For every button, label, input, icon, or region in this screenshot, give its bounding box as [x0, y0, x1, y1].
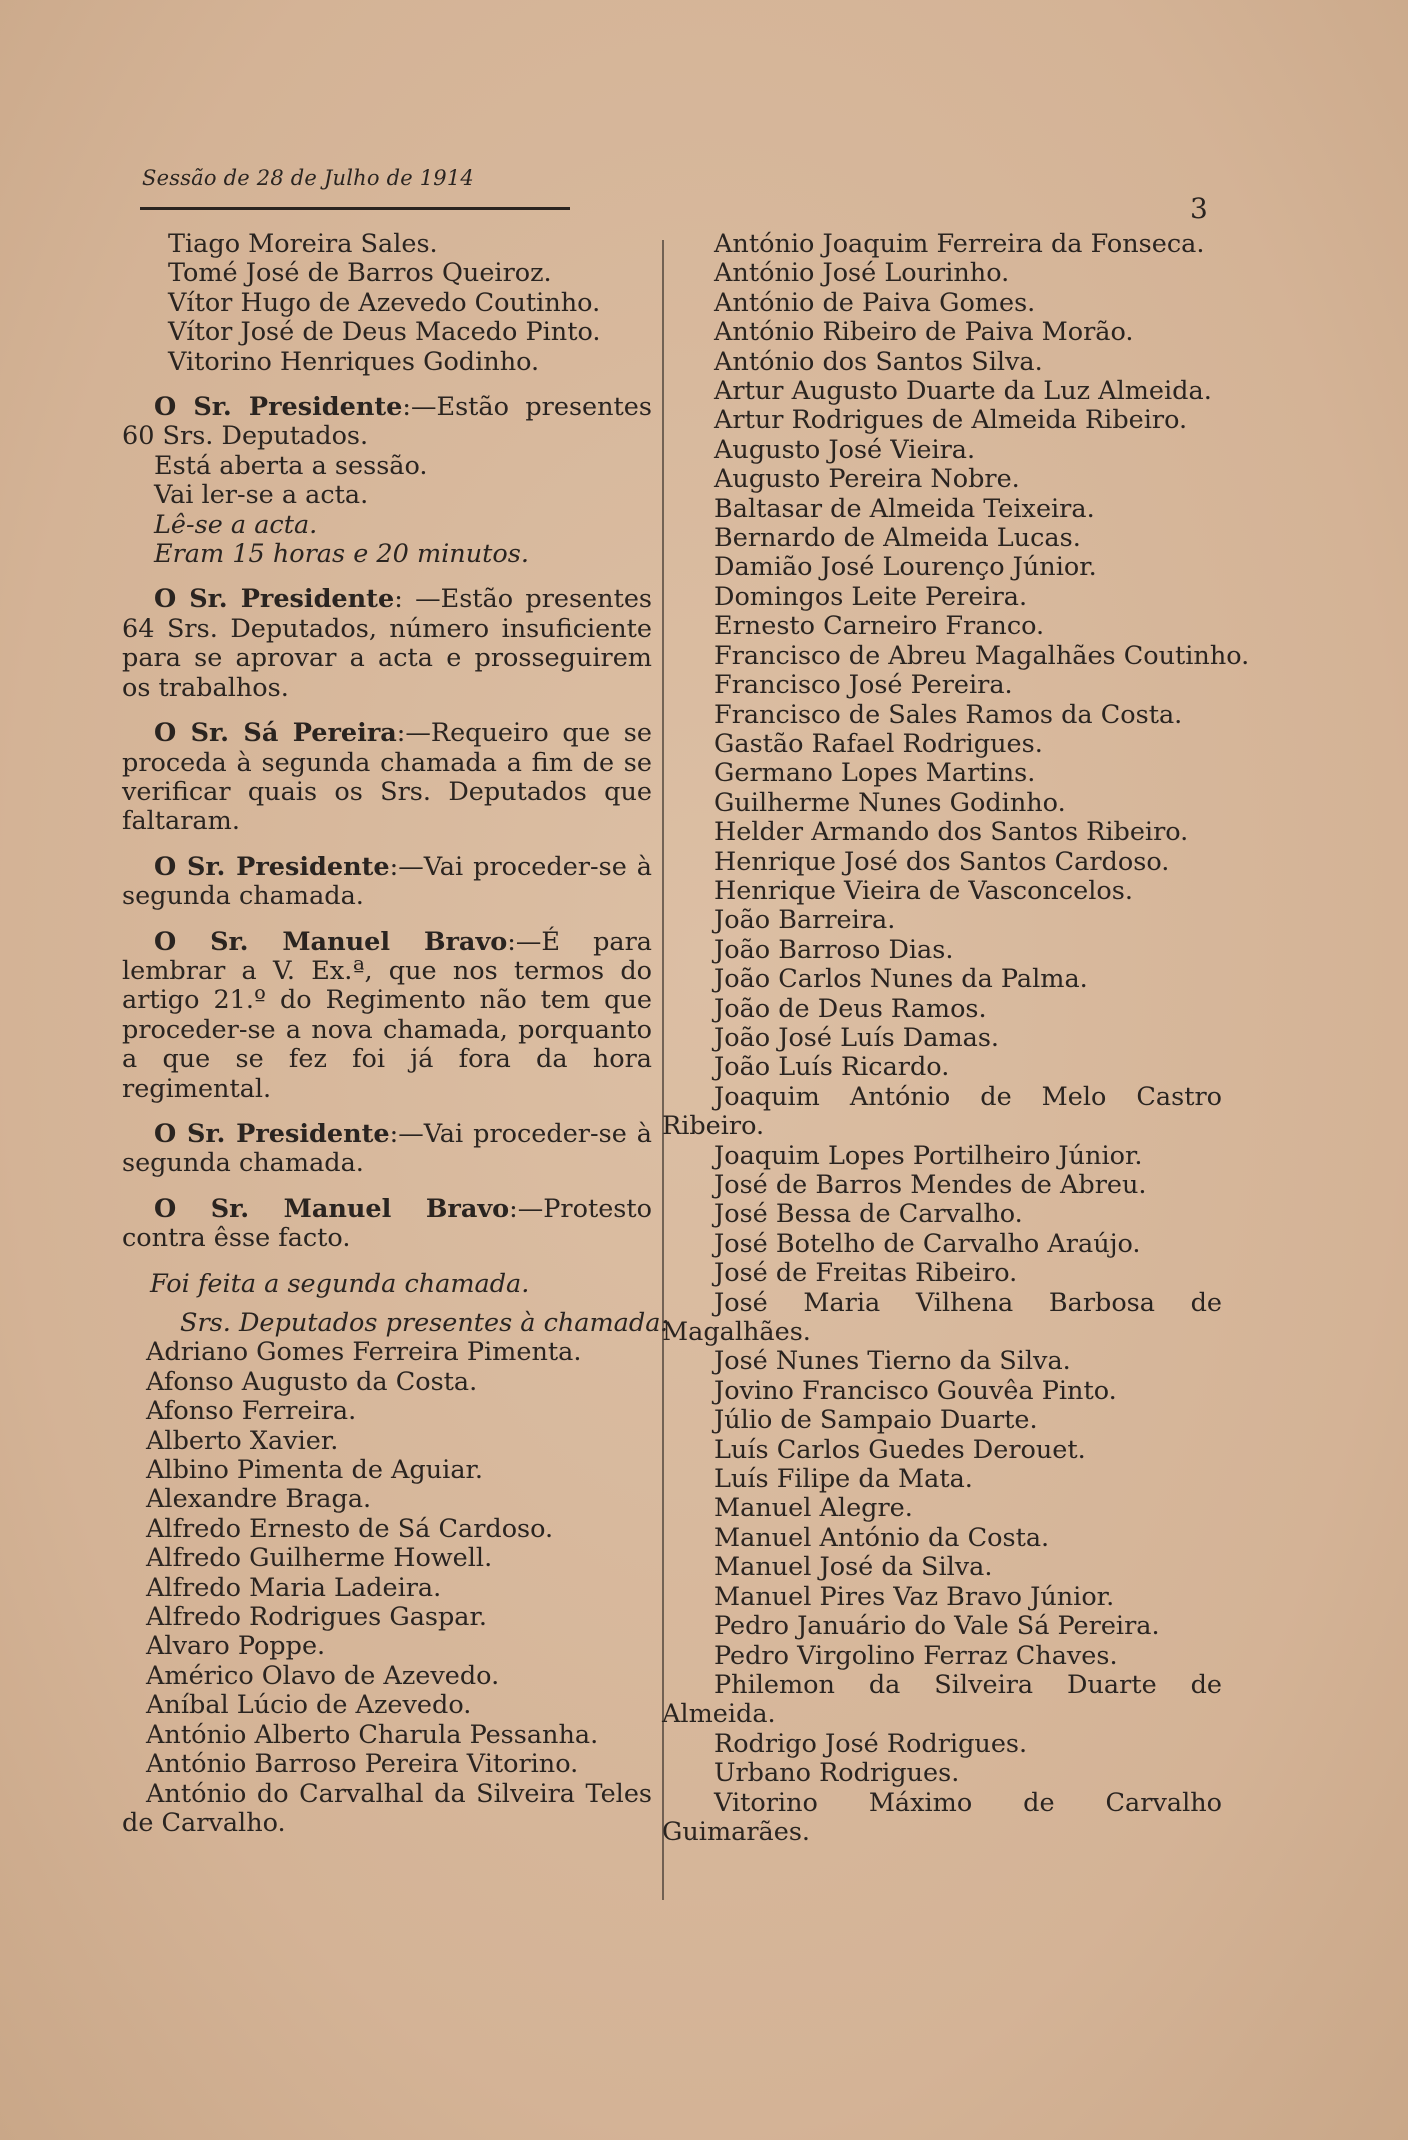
speaker-name: O Sr. Presidente: [154, 392, 403, 423]
list-item: Francisco de Sales Ramos da Costa.: [714, 699, 1183, 730]
left-column: [122, 229, 670, 1838]
list-item: Manuel Alegre.: [714, 1493, 913, 1524]
list-item: Pedro Virgolino Ferraz Chaves.: [714, 1640, 1118, 1671]
list-item: Alfredo Maria Ladeira.: [146, 1572, 442, 1603]
list-item-wrapped: António do Carvalhal da Silveira Teles de Carvalho.: [122, 1778, 652, 1838]
list-item: Francisco de Abreu Magalhães Coutinho.: [714, 640, 1250, 671]
paragraph-presidente-2: [122, 585, 652, 703]
paragraph-sa-pereira: [122, 719, 652, 837]
speech-text: :—Vai proceder-se à segunda chamada.: [122, 851, 652, 912]
speech-text: : —Estão presentes 64 Srs. Deputados, número insuficiente para se aprovar a acta e prosseguirem os trabalhos.: [122, 584, 652, 703]
list-item: João José Luís Damas.: [714, 1022, 1000, 1053]
list-item-wrapped: Artur Augusto Duarte da Luz Almeida.: [714, 376, 1212, 407]
list-item: Manuel António da Costa.: [714, 1522, 1050, 1553]
paragraph-manuel-bravo-2: [122, 1195, 652, 1254]
attendee-line: Vitorino Henriques Godinho.: [168, 346, 540, 377]
list-item: Augusto Pereira Nobre.: [714, 464, 1020, 495]
session-header: Sessão de 28 de Julho de 1914: [142, 166, 474, 190]
list-item: Luís Carlos Guedes Derouet.: [714, 1434, 1086, 1465]
list-item-wrapped: Joaquim António de Melo Castro Ribeiro.: [662, 1081, 1222, 1142]
list-item: Alfredo Rodrigues Gaspar.: [146, 1602, 488, 1633]
list-item: Afonso Ferreira.: [146, 1396, 357, 1427]
list-item: Pedro Januário do Vale Sá Pereira.: [714, 1611, 1160, 1642]
speaker-name: O Sr. Presidente: [154, 584, 395, 615]
list-item: Guilherme Nunes Godinho.: [714, 787, 1066, 818]
speaker-name: O Sr. Sá Pereira: [154, 718, 397, 749]
second-call-note: Foi feita a segunda chamada.: [150, 1268, 530, 1299]
list-item: António de Paiva Gomes.: [714, 287, 1036, 318]
list-item: Gastão Rafael Rodrigues.: [714, 728, 1043, 759]
list-item: Damião José Lourenço Júnior.: [714, 552, 1097, 583]
list-item: João Barreira.: [714, 905, 896, 936]
list-item: Augusto José Vieira.: [714, 434, 976, 465]
list-item: Aníbal Lúcio de Azevedo.: [146, 1690, 472, 1721]
list-item: Germano Lopes Martins.: [714, 758, 1036, 789]
speaker-name: O Sr. Manuel Bravo: [154, 1193, 510, 1224]
speech-text: :—Protesto contra êsse facto.: [122, 1193, 652, 1254]
list-item: Joaquim Lopes Portilheiro Júnior.: [714, 1140, 1143, 1171]
italic-note: Eram 15 horas e 20 minutos.: [154, 539, 529, 570]
list-item: Jovino Francisco Gouvêa Pinto.: [714, 1375, 1117, 1406]
list-item: José Nunes Tierno da Silva.: [714, 1346, 1071, 1377]
list-item-wrapped: Vitorino Máximo de Carvalho Guimarães.: [662, 1787, 1222, 1847]
list-item: Américo Olavo de Azevedo.: [146, 1660, 500, 1691]
list-item: Alexandre Braga.: [146, 1484, 372, 1515]
list-item: António Ribeiro de Paiva Morão.: [714, 317, 1134, 348]
paragraph-manuel-bravo-1: [122, 928, 652, 1104]
list-item: Baltasar de Almeida Teixeira.: [714, 493, 1095, 524]
speech-text: :—Requeiro que se proceda à segunda chamada a fim de se verificar quais os Srs. Deputados que faltaram.: [122, 718, 652, 837]
list-item: Afonso Augusto da Costa.: [146, 1366, 478, 1397]
list-item: Ernesto Carneiro Franco.: [714, 611, 1045, 642]
list-item: Albino Pimenta de Aguiar.: [146, 1455, 484, 1486]
paragraph-presidente-4: [122, 1120, 652, 1179]
present-heading: Srs. Deputados presentes à chamada:: [180, 1308, 670, 1338]
list-item: Urbano Rodrigues.: [714, 1758, 960, 1789]
list-item: António Barroso Pereira Vitorino.: [146, 1749, 579, 1780]
right-column: [662, 229, 1250, 1847]
text-line: Está aberta a sessão.: [154, 450, 428, 481]
list-item: Helder Armando dos Santos Ribeiro.: [714, 817, 1189, 848]
list-item: Rodrigo José Rodrigues.: [714, 1728, 1028, 1759]
list-item: António Alberto Charula Pessanha.: [146, 1719, 599, 1750]
list-item: Alfredo Ernesto de Sá Cardoso.: [146, 1513, 554, 1544]
list-item: Luís Filipe da Mata.: [714, 1464, 973, 1495]
paragraph-presidente-1: [122, 393, 652, 452]
attendee-line: Tomé José de Barros Queiroz.: [168, 258, 552, 289]
list-item: José Bessa de Carvalho.: [714, 1199, 1023, 1230]
list-item: Alberto Xavier.: [146, 1425, 339, 1456]
list-item: João Carlos Nunes da Palma.: [714, 964, 1088, 995]
list-item: Francisco José Pereira.: [714, 670, 1013, 701]
attendee-line: Tiago Moreira Sales.: [168, 229, 438, 259]
list-item: João de Deus Ramos.: [714, 993, 987, 1024]
list-item: Adriano Gomes Ferreira Pimenta.: [146, 1337, 582, 1368]
italic-note: Lê-se a acta.: [154, 509, 318, 540]
list-item: António Joaquim Ferreira da Fonseca.: [714, 229, 1205, 259]
list-item: Manuel José da Silva.: [714, 1552, 993, 1583]
text-line: Vai ler-se a acta.: [154, 480, 369, 511]
list-item: António José Lourinho.: [714, 258, 1010, 289]
list-item: António dos Santos Silva.: [714, 346, 1043, 377]
header-rule: [140, 207, 570, 210]
list-item: José de Freitas Ribeiro.: [714, 1258, 1018, 1289]
list-item: Manuel Pires Vaz Bravo Júnior.: [714, 1581, 1115, 1612]
list-item: Alvaro Poppe.: [146, 1631, 326, 1662]
speech-text: :—Vai proceder-se à segunda chamada.: [122, 1118, 652, 1179]
speaker-name: O Sr. Manuel Bravo: [154, 926, 508, 957]
list-item: Domingos Leite Pereira.: [714, 581, 1028, 612]
list-item-wrapped: José Maria Vilhena Barbosa de Magalhães.: [662, 1287, 1222, 1348]
attendee-line: Vítor José de Deus Macedo Pinto.: [168, 317, 601, 348]
list-item: Bernardo de Almeida Lucas.: [714, 523, 1081, 554]
list-item: João Luís Ricardo.: [714, 1052, 950, 1083]
list-item: João Barroso Dias.: [714, 934, 954, 965]
speaker-name: O Sr. Presidente: [154, 851, 390, 882]
speech-text: :—É para lembrar a V. Ex.ª, que nos termos do artigo 21.º do Regimento não tem que proceder-se a nova chamada, porquanto a que se fez foi já fora da hora regimental.: [122, 926, 652, 1104]
list-item: José de Barros Mendes de Abreu.: [714, 1170, 1147, 1200]
speaker-name: O Sr. Presidente: [154, 1118, 390, 1149]
speech-text: :—Estão presentes 60 Srs. Deputados.: [122, 392, 652, 452]
list-item: José Botelho de Carvalho Araújo.: [714, 1228, 1141, 1259]
paragraph-presidente-3: [122, 853, 652, 912]
list-item: Júlio de Sampaio Duarte.: [714, 1405, 1038, 1436]
list-item: Artur Rodrigues de Almeida Ribeiro.: [714, 405, 1188, 436]
list-item: Alfredo Guilherme Howell.: [146, 1543, 493, 1574]
present-list: [122, 1338, 652, 1779]
attendee-line: Vítor Hugo de Azevedo Coutinho.: [168, 287, 601, 318]
list-item-wrapped: Philemon da Silveira Duarte de Almeida.: [662, 1669, 1222, 1730]
list-item: Henrique José dos Santos Cardoso.: [714, 846, 1170, 877]
list-item: Henrique Vieira de Vasconcelos.: [714, 875, 1133, 906]
page-number: 3: [1190, 192, 1208, 225]
